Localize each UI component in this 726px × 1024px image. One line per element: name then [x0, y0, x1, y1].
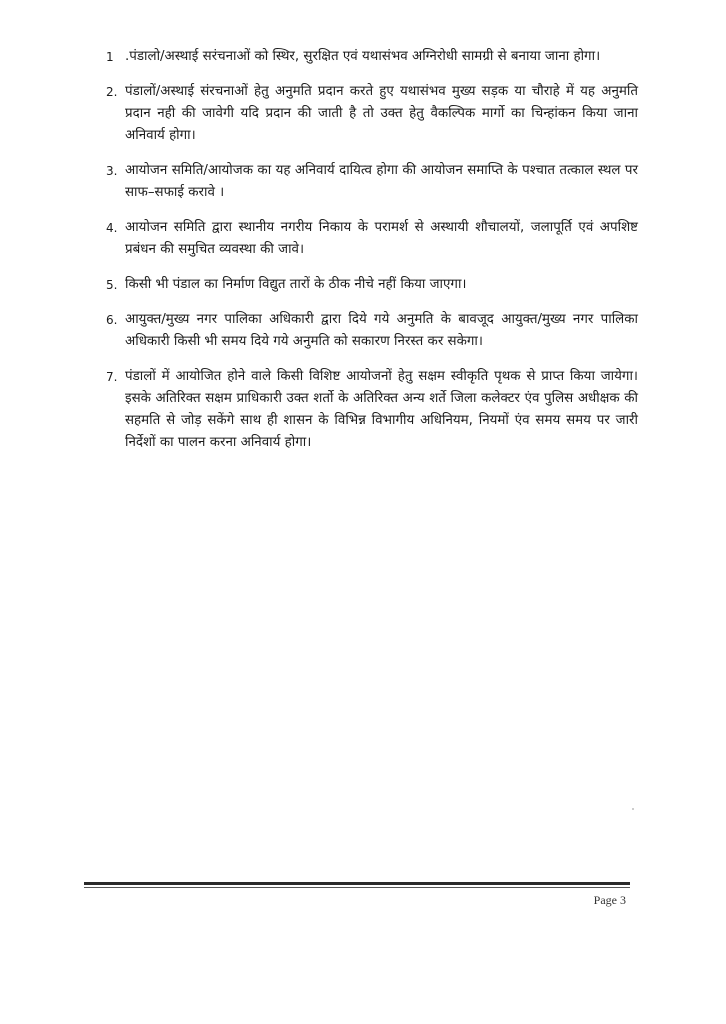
item-number: 7.	[106, 370, 118, 384]
conditions-list	[106, 46, 638, 454]
item-text: किसी भी पंडाल का निर्माण विद्युत तारों के ठीक नीचे नहीं किया जाएगा।	[125, 277, 467, 292]
item-number: 1	[106, 50, 114, 64]
item-text: पंडालों/अस्थाई संरचनाओं हेतु अनुमति प्रदान करते हुए यथासंभव मुख्य सड़क या चौराहे में यह अनुमति प्रदान नही की जावेगी यदि प्रदान की जाती है तो उक्त हेतु वैकल्पिक मार्गो का चिन्हांकन किया जाना अनिवार्य होगा।	[125, 84, 638, 143]
list-item	[106, 309, 638, 353]
scan-speck	[632, 808, 634, 810]
list-item	[106, 160, 638, 204]
list-item	[106, 274, 638, 296]
footer-rule-thick	[84, 882, 630, 885]
item-text: आयोजन समिति द्वारा स्थानीय नगरीय निकाय के परामर्श से अस्थायी शौचालयों, जलापूर्ति एवं अपशिष्ट प्रबंधन की समुचित व्यवस्था की जावे।	[125, 220, 638, 257]
item-number: 5.	[106, 278, 118, 292]
list-item	[106, 81, 638, 147]
item-text: .पंडालो/अस्थाई सरंचनाओं को स्थिर, सुरक्षित एवं यथासंभव अग्निरोधी सामग्री से बनाया जाना होगा।	[125, 49, 601, 64]
list-item	[106, 217, 638, 261]
list-item	[106, 46, 638, 68]
item-text: आयोजन समिति/आयोजक का यह अनिवार्य दायित्व होगा की आयोजन समाप्ति के पश्चात तत्काल स्थल पर साफ–सफाई करावे ।	[125, 163, 638, 200]
footer-rule-thin	[84, 887, 630, 888]
item-text: आयुक्त/मुख्य नगर पालिका अधिकारी द्वारा दिये गये अनुमति के बावजूद आयुक्त/मुख्य नगर पालिका अधिकारी किसी भी समय दिये गये अनुमति को सकारण निरस्त कर सकेगा।	[125, 312, 638, 349]
item-number: 6.	[106, 313, 118, 327]
item-number: 3.	[106, 164, 118, 178]
item-text: पंडालों में आयोजित होने वाले किसी विशिष्ट आयोजनों हेतु सक्षम स्वीकृति पृथक से प्राप्त किया जायेगा। इसके अतिरिक्त सक्षम प्राधिकारी उक्त शर्तो के अतिरिक्त अन्य शर्ते जिला कलेक्टर एंव पुलिस अधीक्षक की सहमति से जोड़ सकेंगे साथ ही शासन के विभिन्न विभागीय अधिनियम, नियमों एंव समय समय पर जारी निर्देशों का पालन करना अनिवार्य होगा।	[125, 369, 638, 450]
item-number: 2.	[106, 85, 118, 99]
page-number: Page 3	[593, 893, 626, 907]
list-item	[106, 366, 638, 454]
item-number: 4.	[106, 221, 118, 235]
